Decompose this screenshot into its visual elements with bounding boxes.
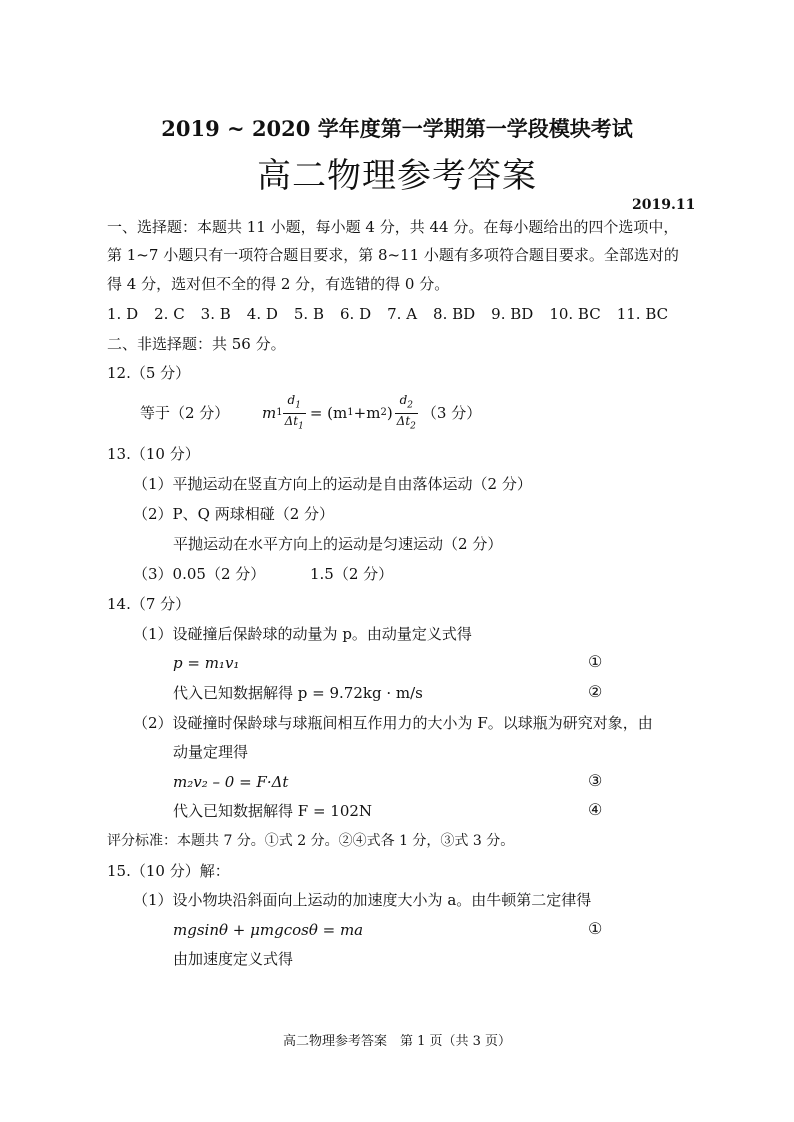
eq-marker: ①: [588, 652, 603, 671]
fraction: $\frac{d_2}{\Delta t_2}$: [396, 393, 416, 431]
q14-eq2: 代入已知数据解得 p = 9.72kg · m/s: [173, 684, 423, 702]
page-footer: 高二物理参考答案 第 1 页（共 3 页）: [282, 1034, 512, 1049]
q14-eq1: p = m₁v₁: [173, 654, 240, 672]
q14-eq4: 代入已知数据解得 F = 102N: [173, 802, 373, 820]
answer-item: 4. D: [246, 305, 278, 323]
answer-item: 3. B: [200, 305, 231, 323]
q13-part2: （2）P、Q 两球相碰（2 分）: [133, 505, 335, 523]
q13-part3b: 1.5（2 分）: [310, 565, 394, 583]
section-choice-line2: 第 1~7 小题只有一项符合题目要求，第 8~11 小题有多项符合题目要求。全部选对的: [107, 246, 679, 264]
q15-part1-cont: 由加速度定义式得: [173, 950, 294, 968]
q13-heading: 13.（10 分）: [107, 445, 200, 463]
eq-marker: ④: [588, 800, 603, 819]
document-date: 2019.11: [632, 197, 696, 213]
fraction: $\frac{d_1}{\Delta t_1}$: [284, 393, 304, 431]
q13-part3a: （3）0.05（2 分）: [133, 565, 266, 583]
exam-title: 2019 ~ 2020 学年度第一学期第一学段模块考试: [161, 116, 633, 141]
eq-marker: ①: [588, 919, 603, 938]
q12-heading: 12.（5 分）: [107, 364, 191, 382]
answer-item: 7. A: [387, 305, 418, 323]
answer-item: 9. BD: [491, 305, 534, 323]
q14-part2-cont: 动量定理得: [173, 743, 249, 761]
section-choice-line1: 一、选择题：本题共 11 小题，每小题 4 分，共 44 分。在每小题给出的四个选项中，: [107, 218, 679, 236]
answer-item: 1. D: [107, 305, 139, 323]
answer-item: 8. BD: [433, 305, 476, 323]
section-choice-line3: 得 4 分，选对但不全的得 2 分，有选错的得 0 分。: [107, 275, 450, 293]
q13-part2-cont: 平抛运动在水平方向上的运动是匀速运动（2 分）: [173, 535, 503, 553]
section-nonchoice-heading: 二、非选择题：共 56 分。: [107, 335, 286, 353]
q12-answer: 等于（2 分）: [140, 404, 230, 422]
answer-item: 11. BC: [616, 305, 669, 323]
q12-formula: m 1 $\frac{d_1}{\Delta t_1}$ = (m 1 +m 2 ) $\frac{d_2}{\Delta t_2}$ （3 分）: [262, 393, 482, 431]
q14-scoring: 评分标准：本题共 7 分。①式 2 分。②④式各 1 分，③式 3 分。: [107, 833, 515, 849]
q15-part1: （1）设小物块沿斜面向上运动的加速度大小为 a。由牛顿第二定律得: [133, 891, 592, 909]
answer-item: 5. B: [293, 305, 324, 323]
q13-part1: （1）平抛运动在竖直方向上的运动是自由落体运动（2 分）: [133, 475, 532, 493]
document-title: 高二物理参考答案: [257, 156, 537, 196]
eq-marker: ②: [588, 682, 603, 701]
answer-item: 2. C: [154, 305, 185, 323]
answer-item: 10. BC: [549, 305, 601, 323]
q15-heading: 15.（10 分）解：: [107, 862, 230, 880]
answer-item: 6. D: [340, 305, 372, 323]
q14-heading: 14.（7 分）: [107, 595, 191, 613]
q14-part1: （1）设碰撞后保龄球的动量为 p。由动量定义式得: [133, 625, 472, 643]
q14-part2: （2）设碰撞时保龄球与球瓶间相互作用力的大小为 F。以球瓶为研究对象，由: [133, 714, 653, 732]
q15-eq1: mgsinθ + μmgcosθ = ma: [173, 921, 364, 939]
eq-marker: ③: [588, 771, 603, 790]
q14-eq3: m₂v₂ – 0 = F·Δt: [173, 773, 289, 791]
choice-answers: [107, 304, 668, 324]
